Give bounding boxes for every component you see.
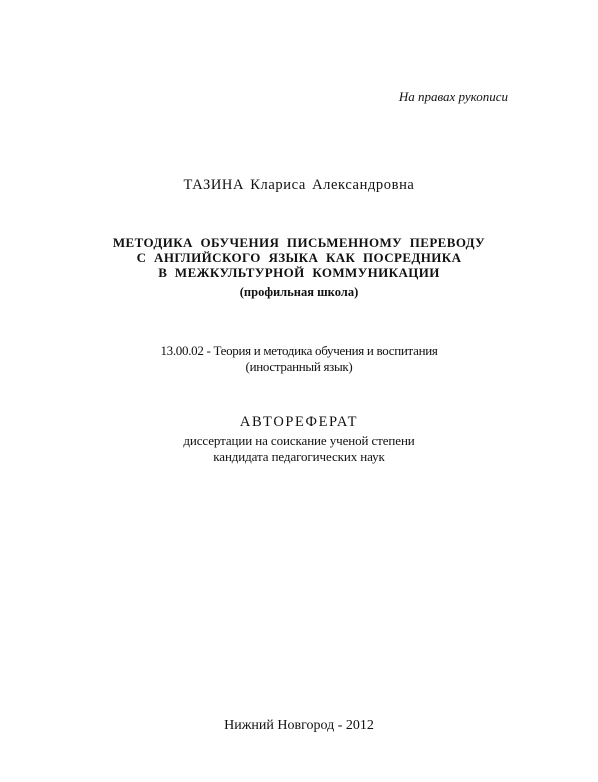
document-type: АВТОРЕФЕРАТ (239, 414, 359, 430)
title-line-2: С АНГЛИЙСКОГО ЯЗЫКА КАК ПОСРЕДНИКА (136, 250, 462, 265)
author-name: ТАЗИНА Клариса Александровна (183, 177, 415, 193)
specialty-detail: (иностранный язык) (245, 359, 353, 374)
specialty-code: 13.00.02 - Теория и методика обучения и воспитания (160, 343, 438, 358)
rights-note: На правах рукописи (398, 89, 508, 104)
title-line-1: МЕТОДИКА ОБУЧЕНИЯ ПИСЬМЕННОМУ ПЕРЕВОДУ (112, 235, 486, 250)
dissertation-line-2: кандидата педагогических наук (213, 449, 385, 464)
title-subtitle: (профильная школа) (239, 285, 359, 299)
dissertation-line-1: диссертации на соискание ученой степени (183, 433, 415, 448)
title-line-3: В МЕЖКУЛЬТУРНОЙ КОММУНИКАЦИИ (158, 265, 440, 280)
place-and-year: Нижний Новгород - 2012 (224, 718, 374, 733)
